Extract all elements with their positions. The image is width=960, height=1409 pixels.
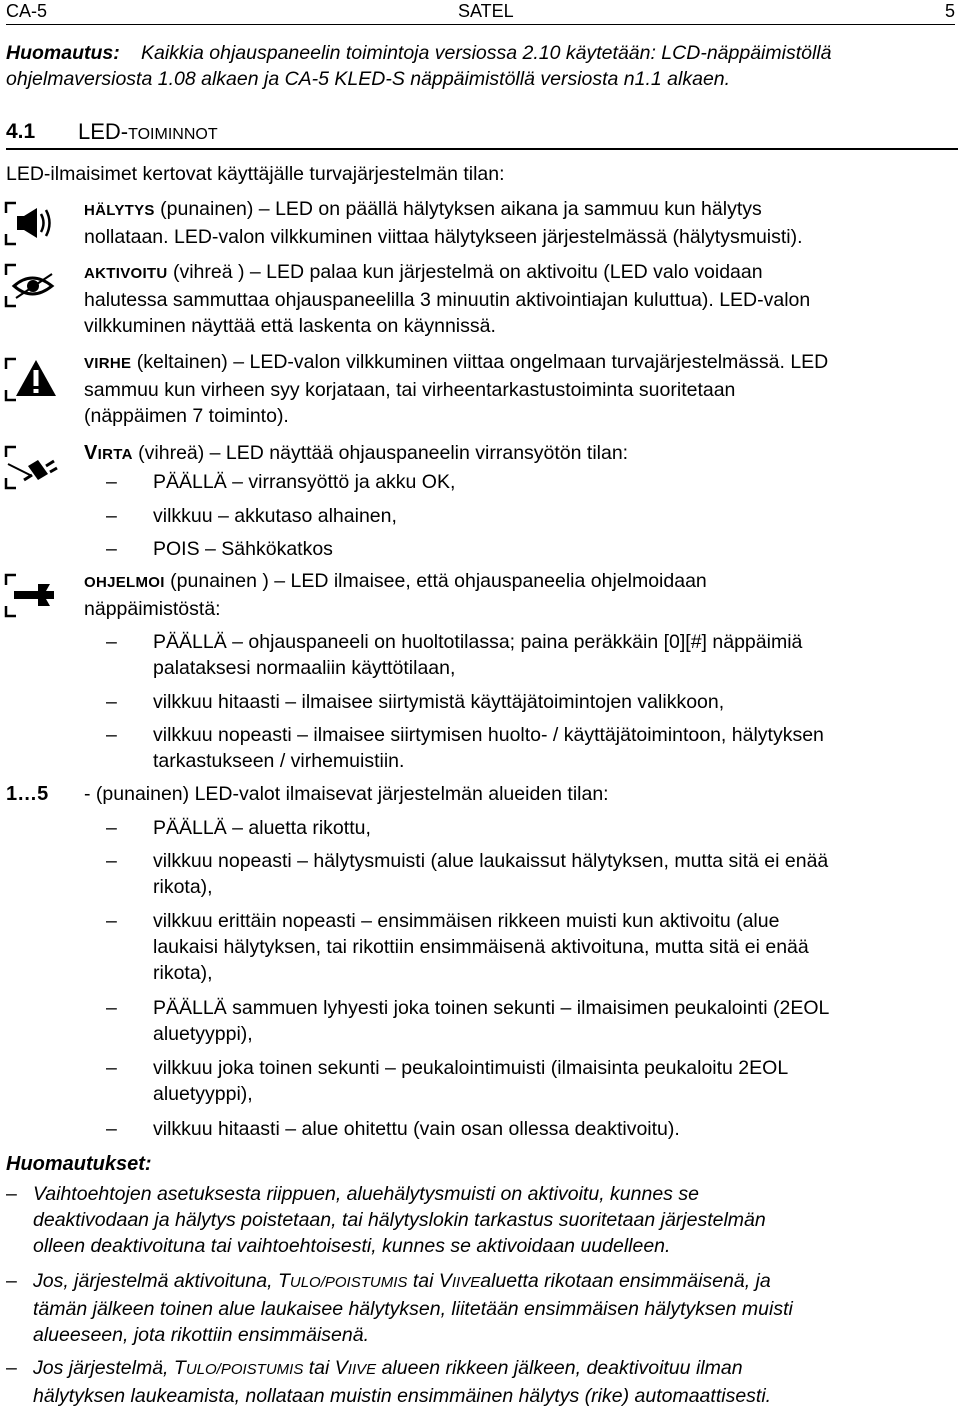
list-dash: – — [106, 1057, 117, 1079]
list-item: PÄÄLLÄ – aluetta rikottu, — [153, 817, 371, 839]
section-number: 4.1 — [6, 120, 36, 143]
list-dash: – — [106, 724, 117, 746]
header-brand: SATEL — [458, 1, 514, 21]
led-power-keyword: IRTA — [97, 446, 133, 463]
alarm-bell-icon — [4, 200, 58, 246]
list-dash: – — [106, 471, 117, 493]
list-item: vilkkuu hitaasti – alue ohitettu (vain osan ollessa deaktivoitu). — [153, 1118, 680, 1140]
led-armed-description: AKTIVOITU (vihreä ) – LED palaa kun järjestelmä on aktivoitu (LED valo voidaan halutessa sammuttaa ohjauspaneelilla 3 minuutin aktivointiajan kuluttua). LED-valon vilkkuminen näyttää että laskenta on käynnissä. — [84, 261, 811, 337]
note-item-1: Vaihtoehtojen asetuksesta riippuen, aluehälytysmuisti on aktivoitu, kunnes se deaktivodaan ja hälytys poistetaan, tai hälytyslokin tarkastus suoritetaan järjestelmän olleen deaktivoituna tai vaihtoehtoisesti, kunnes se aktivoidaan uudelleen. — [33, 1183, 766, 1257]
list-dash: – — [106, 850, 117, 872]
page-number: 5 — [944, 1, 955, 21]
led-service-description: OHJELMOI (punainen ) – LED ilmaisee, että ohjauspaneelia ohjelmoidaan näppäimistöstä: — [84, 570, 707, 620]
list-item: vilkkuu nopeasti – hälytysmuisti (alue laukaissut hälytyksen, mutta sitä ei enää rikota), — [153, 850, 829, 898]
list-item: vilkkuu – akkutaso alhainen, — [153, 505, 397, 527]
service-wrench-icon — [4, 572, 58, 618]
notes-heading: Huomautukset: — [6, 1153, 152, 1175]
list-item: vilkkuu erittäin nopeasti – ensimmäisen rikkeen muisti kun aktivoitu (alue laukaisi hälytyksen, tai rikottiin ensimmäisenä aktivoituna, mutta sitä ei enää rikota), — [153, 910, 809, 984]
list-item: POIS – Sähkökatkos — [153, 538, 333, 560]
list-dash: – — [106, 538, 117, 560]
note-item-2: Jos, järjestelmä aktivoituna, TULO/POISTUMIS tai VIIVEaluetta rikotaan ensimmäisenä, ja tämän jälkeen toinen alue laukaisee hälytyksen, liitetään ensimmäisen hälytyksen muisti alueeseen, jota rikottiin ensimmäisenä. — [33, 1270, 793, 1346]
page-header — [6, 0, 955, 25]
note-item-3: Jos järjestelmä, TULO/POISTUMIS tai VIIVE alueen rikkeen jälkeen, deaktivoituu ilman hälytyksen laukeamista, nollataan muistin ensimmäinen hälytys (rike) automaattisesti. — [33, 1357, 772, 1407]
led-service-keyword: OHJELMOI — [84, 574, 165, 591]
list-dash: – — [106, 691, 117, 713]
list-item: PÄÄLLÄ – virransyöttö ja akku OK, — [153, 471, 456, 493]
list-item: PÄÄLLÄ – ohjauspaneeli on huoltotilassa; paina peräkkäin [0][#] näppäimiä palataksesi normaaliin käyttötilaan, — [153, 631, 803, 679]
note-line-2: ohjelmaversiosta 1.08 alkaen ja CA-5 KLED-S näppäimistöllä versiosta n1.1 alkaen. — [6, 68, 731, 90]
list-dash: – — [6, 1183, 17, 1205]
zone-led-description: - (punainen) LED-valot ilmaisevat järjestelmän alueiden tilan: — [84, 783, 609, 805]
list-dash: – — [106, 817, 117, 839]
warning-triangle-icon — [4, 356, 58, 402]
list-dash: – — [106, 631, 117, 653]
list-dash: – — [6, 1357, 17, 1379]
armed-eye-icon — [4, 262, 58, 308]
list-dash: – — [6, 1270, 17, 1292]
list-item: vilkkuu hitaasti – ilmaisee siirtymistä käyttäjätoimintojen valikkoon, — [153, 691, 725, 713]
list-dash: – — [106, 910, 117, 932]
led-armed-keyword: AKTIVOITU — [84, 265, 168, 282]
list-item: vilkkuu joka toinen sekunti – peukalointimuisti (ilmaisinta peukaloitu 2EOL aluetyyppi), — [153, 1057, 789, 1105]
led-alarm-keyword: HÄLYTYS — [84, 202, 155, 219]
section-heading — [6, 118, 958, 150]
version-note — [6, 40, 955, 92]
zone-led-label: 1…5 — [6, 783, 49, 805]
list-item: vilkkuu nopeasti – ilmaisee siirtymisen huolto- / käyttäjätoimintoon, hälytyksen tarkastukseen / virhemuistiin. — [153, 724, 824, 772]
list-dash: – — [106, 1118, 117, 1140]
list-dash: – — [106, 505, 117, 527]
led-power-description: VIRTA (vihreä) – LED näyttää ohjauspaneelin virransyötön tilan: — [84, 442, 629, 464]
note-line-1: Kaikkia ohjauspaneelin toimintoja versiossa 2.10 käytetään: LCD-näppäimistöllä — [141, 42, 832, 64]
intro-text: LED-ilmaisimet kertovat käyttäjälle turvajärjestelmän tilan: — [6, 163, 505, 185]
note-label: Huomautus: — [6, 42, 120, 64]
section-title: LED-TOIMINNOT — [78, 119, 218, 144]
power-plug-icon — [4, 444, 58, 490]
led-trouble-keyword: VIRHE — [84, 355, 132, 372]
led-alarm-description: HÄLYTYS (punainen) – LED on päällä hälytyksen aikana ja sammuu kun hälytys nollataan. LED-valon vilkkuminen viittaa hälytykseen järjestelmässä (hälytysmuisti). — [84, 198, 803, 248]
list-item: PÄÄLLÄ sammuen lyhyesti joka toinen sekunti – ilmaisimen peukalointi (2EOL aluetyyppi), — [153, 997, 830, 1045]
led-trouble-description: VIRHE (keltainen) – LED-valon vilkkuminen viittaa ongelmaan turvajärjestelmässä. LED sammuu kun virheen syy korjataan, tai virheentarkastustoiminta suoritetaan (näppäimen 7 toiminto). — [84, 351, 829, 427]
list-dash: – — [106, 997, 117, 1019]
header-product: CA-5 — [6, 1, 48, 21]
